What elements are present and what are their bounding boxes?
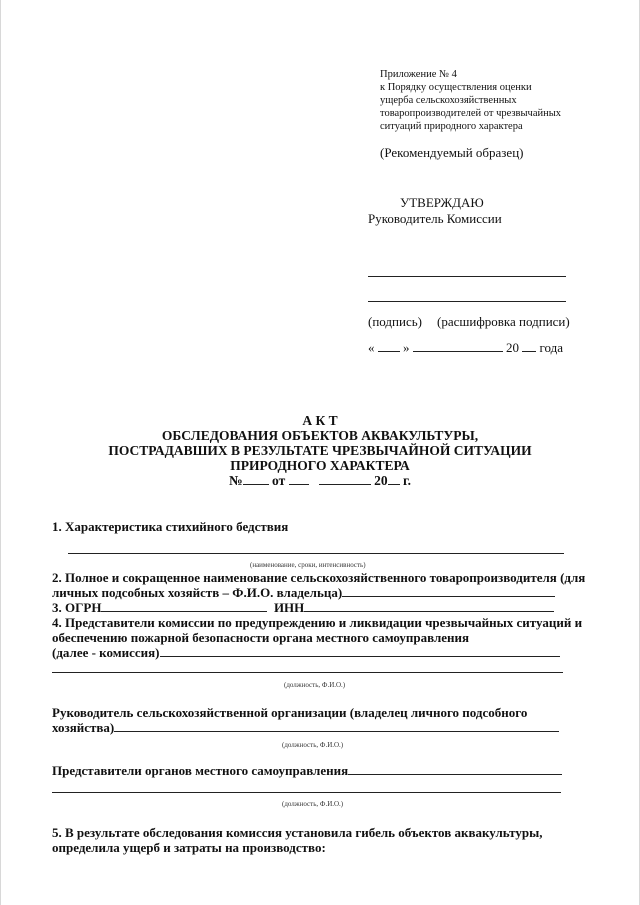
section-4-caption: (должность, Ф.И.О.) (284, 681, 346, 689)
number-blank (243, 473, 269, 485)
commission-blank (160, 645, 560, 657)
inn-blank (304, 600, 554, 612)
head-line-1: Руководитель сельскохозяйственной организации (владелец личного подсобного (52, 705, 528, 720)
act-year-prefix: 20 (374, 473, 388, 488)
section-1-caption: (наименование, сроки, интенсивность) (250, 561, 366, 569)
section-4-line-1: 4. Представители комиссии по предупреждению и ликвидации чрезвычайных ситуаций и (52, 615, 583, 630)
local-rep-extra-line (52, 792, 561, 793)
number-sign: № (229, 473, 243, 488)
appendix-line-1: Приложение № 4 (380, 69, 457, 80)
day-blank (378, 340, 400, 352)
section-2-label: личных подсобных хозяйств – Ф.И.О. владельца) (52, 585, 343, 600)
date-quote-close: » (403, 340, 410, 355)
act-title: А К Т (302, 413, 338, 428)
section-1-line (68, 553, 564, 554)
appendix-line-4: товаропроизводителей от чрезвычайных (380, 108, 562, 119)
appendix-line-5: ситуаций природного характера (380, 121, 523, 132)
appendix-line-2: к Порядку осуществления оценки (380, 82, 532, 93)
inn-label: ИНН (273, 600, 305, 615)
section-5-line-1: 5. В результате обследования комиссия установила гибель объектов аквакультуры, (52, 825, 543, 840)
act-title-line-3: ПОСТРАДАВШИХ В РЕЗУЛЬТАТЕ ЧРЕЗВЫЧАЙНОЙ СИТУАЦИИ (108, 443, 532, 458)
appendix-line-3: ущерба сельскохозяйственных (380, 95, 517, 106)
month-blank (413, 340, 503, 352)
date-year-suffix: года (539, 340, 564, 355)
act-title-line-4: ПРИРОДНОГО ХАРАКТЕРА (230, 458, 410, 473)
year-blank (522, 340, 536, 352)
ogrn-blank (101, 600, 267, 612)
act-day-blank (289, 473, 309, 485)
approve-line-1 (368, 276, 566, 277)
approve-role: Руководитель Комиссии (368, 211, 502, 226)
head-label: хозяйства) (52, 720, 115, 735)
act-month-blank (319, 473, 371, 485)
section-4-line-2: обеспечению пожарной безопасности органа местного самоуправления (52, 630, 470, 645)
local-rep-blank (348, 763, 562, 775)
section-5-line-2: определила ущерб и затраты на производство: (52, 840, 326, 855)
section-1-title: 1. Характеристика стихийного бедствия (52, 519, 289, 534)
section-2-line-1: 2. Полное и сокращенное наименование сельскохозяйственного товаропроизводителя (для (52, 570, 586, 585)
date-quote-open: « (368, 340, 375, 355)
act-year-blank (388, 473, 400, 485)
local-rep-caption: (должность, Ф.И.О.) (282, 800, 344, 808)
approve-title: УТВЕРЖДАЮ (400, 195, 484, 210)
approve-line-2 (368, 301, 566, 302)
date-year-prefix: 20 (506, 340, 519, 355)
sample-note: (Рекомендуемый образец) (380, 145, 524, 160)
commission-label: (далее - комиссия) (52, 645, 160, 660)
ogrn-label: 3. ОГРН (52, 600, 102, 615)
local-rep-label: Представители органов местного самоуправления (52, 763, 349, 778)
head-line-2 (52, 720, 559, 736)
act-year-suffix: г. (402, 473, 411, 488)
act-number-line (0, 473, 640, 489)
section-4-line-3 (52, 645, 560, 661)
local-rep-line (52, 763, 562, 779)
section-4-extra-line (52, 672, 563, 673)
act-title-line-2: ОБСЛЕДОВАНИЯ ОБЪЕКТОВ АКВАКУЛЬТУРЫ, (161, 428, 479, 443)
head-caption: (должность, Ф.И.О.) (282, 741, 344, 749)
from-label: от (272, 473, 286, 488)
section-3-line (52, 600, 554, 616)
approve-date (368, 340, 563, 356)
section-2-line-2 (52, 585, 555, 601)
signature-label: (подпись) (368, 314, 422, 329)
signature-decode-label: (расшифровка подписи) (437, 314, 570, 329)
head-blank (114, 720, 559, 732)
owner-blank (342, 585, 555, 597)
